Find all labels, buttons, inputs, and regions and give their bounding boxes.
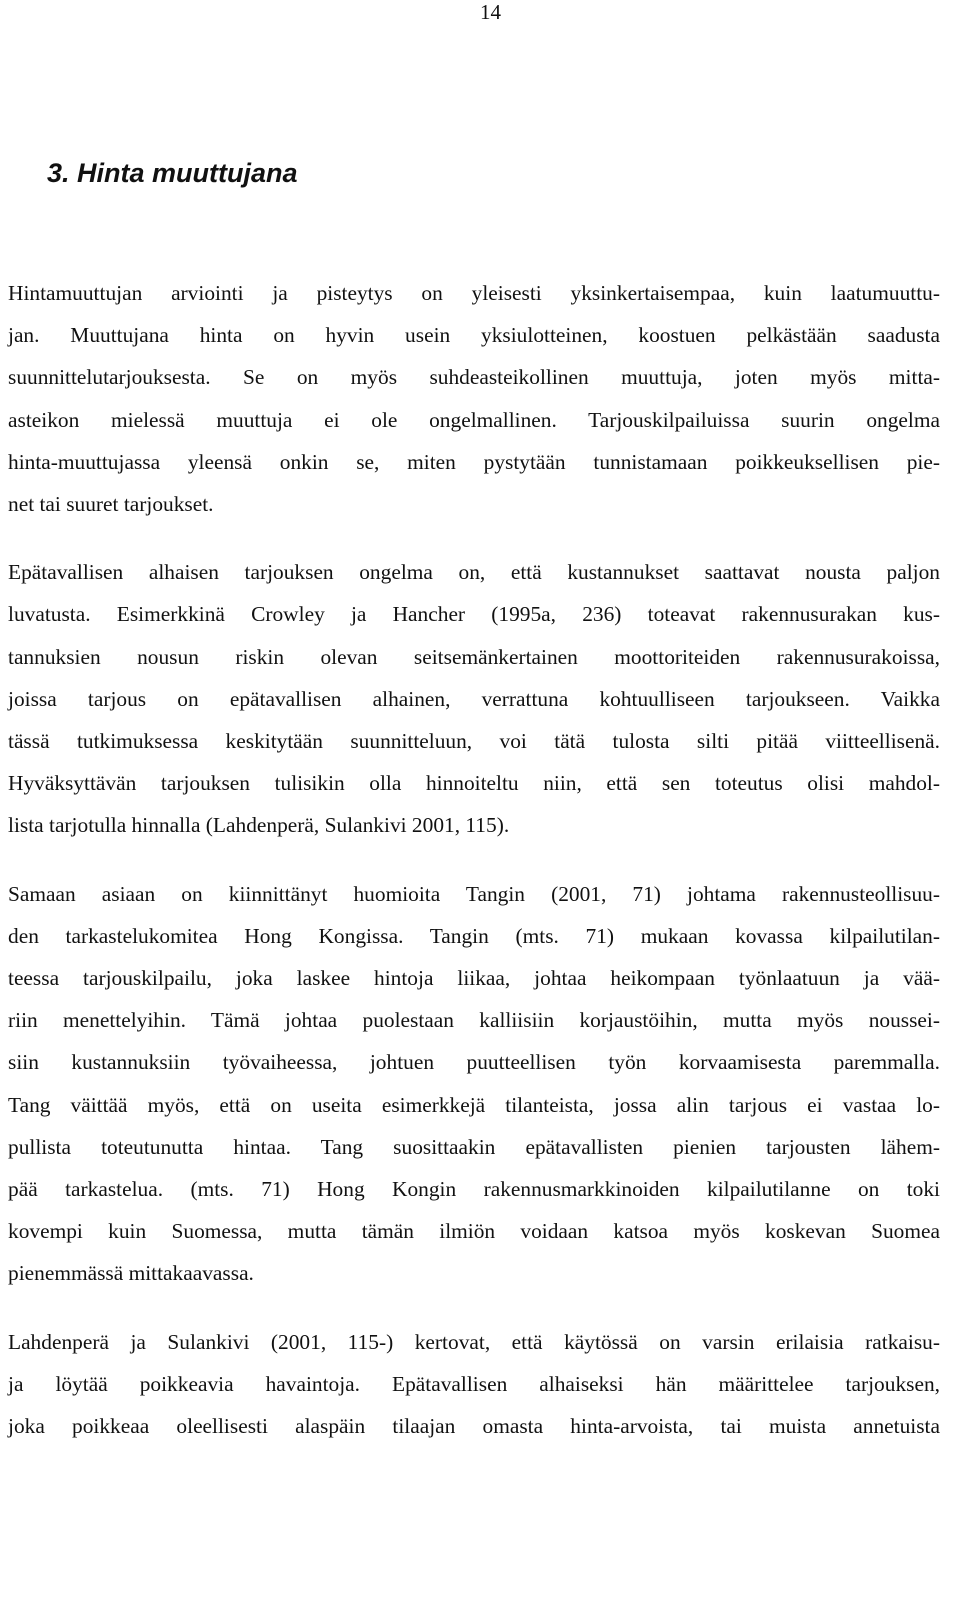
text-line: Tang väittää myös, että on useita esimerkkejä tilanteista, jossa alin tarjous ei vastaa lo- bbox=[8, 1092, 940, 1117]
text-line: pullista toteutunutta hintaa. Tang suosittaakin epätavallisten pienien tarjousten lähem- bbox=[8, 1134, 940, 1159]
text-line: Hyväksyttävän tarjouksen tulisikin olla hinnoiteltu niin, että sen toteutus olisi mahdol- bbox=[8, 771, 940, 796]
page-number: 14 bbox=[480, 0, 501, 24]
text-line: net tai suuret tarjoukset. bbox=[8, 492, 214, 516]
text-line: pää tarkastelua. (mts. 71) Hong Kongin rakennusmarkkinoiden kilpailutilanne on toki bbox=[8, 1177, 940, 1201]
text-line: siin kustannuksiin työvaiheessa, johtuen puutteellisen työn korvaamisesta paremmalla. bbox=[8, 1050, 940, 1075]
text-line: tannuksien nousun riskin olevan seitsemänkertainen moottoriteiden rakennusurakoissa, bbox=[8, 644, 940, 669]
text-line: Hintamuuttujan arviointi ja pisteytys on yleisesti yksinkertaisempaa, kuin laatumuuttu- bbox=[8, 281, 940, 305]
text-line: Epätavallisen alhaisen tarjouksen ongelma on, että kustannukset saattavat nousta paljon bbox=[8, 560, 940, 585]
text-line: kovempi kuin Suomessa, mutta tämän ilmiön voidaan katsoa myös koskevan Suomea bbox=[8, 1219, 940, 1244]
text-line: luvatusta. Esimerkkinä Crowley ja Hancher (1995a, 236) toteavat rakennusurakan kus- bbox=[8, 602, 940, 627]
text-line: suunnittelutarjouksesta. Se on myös suhdeasteikollinen muuttuja, joten myös mitta- bbox=[8, 365, 940, 390]
text-line: lista tarjotulla hinnalla (Lahdenperä, Sulankivi 2001, 115). bbox=[8, 813, 510, 838]
text-line: den tarkastelukomitea Hong Kongissa. Tangin (mts. 71) mukaan kovassa kilpailutilan- bbox=[8, 923, 940, 948]
text-line: riin menettelyihin. Tämä johtaa puolestaan kalliisiin korjaustöihin, mutta myös noussei- bbox=[8, 1008, 940, 1033]
text-line: joissa tarjous on epätavallisen alhainen, verrattuna kohtuulliseen tarjoukseen. Vaikka bbox=[8, 686, 940, 711]
text-line: pienemmässä mittakaavassa. bbox=[8, 1261, 254, 1286]
text-line: hinta-muuttujassa yleensä onkin se, miten pystytään tunnistamaan poikkeuksellisen pie- bbox=[8, 449, 940, 474]
text-line: jan. Muuttujana hinta on hyvin usein yksiulotteinen, koostuen pelkästään saadusta bbox=[8, 323, 940, 348]
text-line: joka poikkeaa oleellisesti alaspäin tilaajan omasta hinta-arvoista, tai muista annetuista bbox=[8, 1414, 940, 1438]
text-line: teessa tarjouskilpailu, joka laskee hintoja liikaa, johtaa heikompaan työnlaatuun ja vää- bbox=[8, 966, 940, 990]
section-heading: 3. Hinta muuttujana bbox=[47, 158, 298, 188]
text-line: tässä tutkimuksessa keskitytään suunnitteluun, voi tätä tulosta silti pitää viitteellisenä. bbox=[8, 729, 940, 753]
text-line: Lahdenperä ja Sulankivi (2001, 115-) kertovat, että käytössä on varsin erilaisia ratkaisu- bbox=[8, 1329, 940, 1354]
text-line: ja löytää poikkeavia havaintoja. Epätavallisen alhaiseksi hän määrittelee tarjouksen, bbox=[8, 1371, 940, 1396]
text-line: asteikon mielessä muuttuja ei ole ongelmallinen. Tarjouskilpailuissa suurin ongelma bbox=[8, 407, 940, 432]
text-line: Samaan asiaan on kiinnittänyt huomioita Tangin (2001, 71) johtama rakennusteollisuu- bbox=[8, 881, 940, 906]
